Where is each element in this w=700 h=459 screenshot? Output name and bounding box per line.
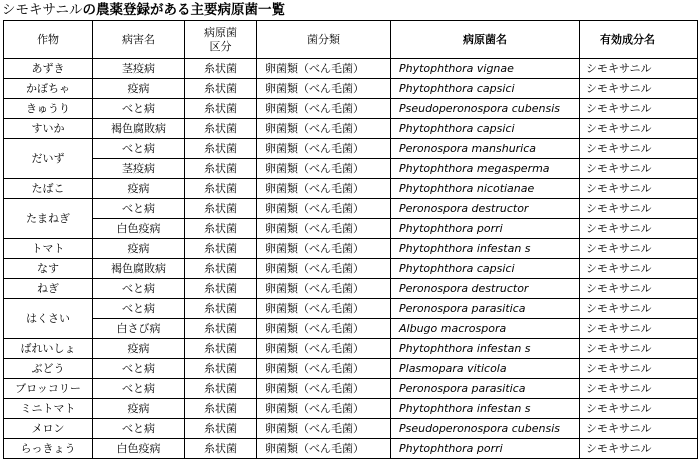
header-ingredient: 有効成分名 (580, 21, 698, 59)
header-pathogen: 病原菌名 (391, 21, 580, 59)
cell-ingredient: シモキサニル (580, 259, 698, 279)
table-row (4, 79, 698, 99)
table-row (4, 319, 698, 339)
cell-pathogen-type: 糸状菌 (185, 339, 257, 359)
cell-disease: べと病 (93, 379, 185, 399)
header-classification: 菌分類 (257, 21, 391, 59)
table-row (4, 419, 698, 439)
cell-classification: 卵菌類（べん毛菌） (257, 119, 391, 139)
cell-disease: 疫病 (93, 179, 185, 199)
cell-ingredient: シモキサニル (580, 159, 698, 179)
cell-crop: かぼちゃ (4, 79, 93, 99)
cell-pathogen-type: 糸状菌 (185, 79, 257, 99)
cell-pathogen-type: 糸状菌 (185, 439, 257, 459)
cell-ingredient: シモキサニル (580, 359, 698, 379)
cell-pathogen-type: 糸状菌 (185, 259, 257, 279)
table-row (4, 299, 698, 319)
cell-classification: 卵菌類（べん毛菌） (257, 179, 391, 199)
table-row (4, 379, 698, 399)
cell-disease: 白色疫病 (93, 219, 185, 239)
cell-pathogen: Peronospora destructor (391, 199, 580, 219)
cell-ingredient: シモキサニル (580, 379, 698, 399)
cell-ingredient: シモキサニル (580, 119, 698, 139)
cell-pathogen: Phytophthora nicotianae (391, 179, 580, 199)
cell-crop: メロン (4, 419, 93, 439)
cell-crop: ぶどう (4, 359, 93, 379)
cell-crop: だいず (4, 139, 93, 179)
cell-pathogen: Albugo macrospora (391, 319, 580, 339)
pathogen-table (3, 20, 698, 459)
cell-classification: 卵菌類（べん毛菌） (257, 59, 391, 79)
cell-pathogen-type: 糸状菌 (185, 399, 257, 419)
cell-pathogen-type: 糸状菌 (185, 219, 257, 239)
cell-ingredient: シモキサニル (580, 239, 698, 259)
cell-classification: 卵菌類（べん毛菌） (257, 79, 391, 99)
cell-ingredient: シモキサニル (580, 219, 698, 239)
cell-classification: 卵菌類（べん毛菌） (257, 339, 391, 359)
cell-pathogen-type: 糸状菌 (185, 279, 257, 299)
table-row (4, 159, 698, 179)
cell-disease: 褐色腐敗病 (93, 259, 185, 279)
cell-classification: 卵菌類（べん毛菌） (257, 319, 391, 339)
title-rest: の農薬登録がある主要病原菌一覧 (82, 2, 285, 18)
cell-crop: ばれいしょ (4, 339, 93, 359)
cell-classification: 卵菌類（べん毛菌） (257, 419, 391, 439)
cell-disease: 疫病 (93, 339, 185, 359)
cell-classification: 卵菌類（べん毛菌） (257, 159, 391, 179)
table-row (4, 179, 698, 199)
cell-ingredient: シモキサニル (580, 299, 698, 319)
cell-pathogen-type: 糸状菌 (185, 299, 257, 319)
cell-disease: べと病 (93, 419, 185, 439)
cell-disease: べと病 (93, 359, 185, 379)
table-row (4, 239, 698, 259)
table-row (4, 439, 698, 459)
cell-pathogen: Plasmopara viticola (391, 359, 580, 379)
cell-ingredient: シモキサニル (580, 419, 698, 439)
cell-crop: たばこ (4, 179, 93, 199)
cell-classification: 卵菌類（べん毛菌） (257, 259, 391, 279)
cell-disease: 疫病 (93, 79, 185, 99)
table-body (4, 59, 698, 459)
cell-ingredient: シモキサニル (580, 279, 698, 299)
cell-pathogen-type: 糸状菌 (185, 239, 257, 259)
table-row (4, 99, 698, 119)
cell-pathogen-type: 糸状菌 (185, 359, 257, 379)
cell-crop: あずき (4, 59, 93, 79)
title-prefix: シモキサニル (2, 2, 83, 18)
cell-pathogen: Phytophthora porri (391, 219, 580, 239)
cell-crop: トマト (4, 239, 93, 259)
cell-ingredient: シモキサニル (580, 319, 698, 339)
cell-classification: 卵菌類（べん毛菌） (257, 439, 391, 459)
table-row (4, 139, 698, 159)
cell-disease: べと病 (93, 299, 185, 319)
header-row (4, 21, 698, 59)
cell-ingredient: シモキサニル (580, 79, 698, 99)
cell-ingredient: シモキサニル (580, 179, 698, 199)
cell-disease: 茎疫病 (93, 159, 185, 179)
cell-disease: 茎疫病 (93, 59, 185, 79)
cell-crop: ブロッコリー (4, 379, 93, 399)
cell-classification: 卵菌類（べん毛菌） (257, 399, 391, 419)
cell-crop: なす (4, 259, 93, 279)
cell-ingredient: シモキサニル (580, 199, 698, 219)
cell-pathogen-type: 糸状菌 (185, 99, 257, 119)
cell-pathogen-type: 糸状菌 (185, 179, 257, 199)
header-pathogen-type (185, 21, 257, 59)
cell-pathogen-type: 糸状菌 (185, 319, 257, 339)
cell-disease: べと病 (93, 199, 185, 219)
cell-pathogen-type: 糸状菌 (185, 59, 257, 79)
header-disease: 病害名 (93, 21, 185, 59)
cell-disease: べと病 (93, 279, 185, 299)
cell-pathogen: Pseudoperonospora cubensis (391, 419, 580, 439)
cell-crop: ミニトマト (4, 399, 93, 419)
cell-disease: 疫病 (93, 239, 185, 259)
cell-ingredient: シモキサニル (580, 399, 698, 419)
table-row (4, 359, 698, 379)
cell-classification: 卵菌類（べん毛菌） (257, 239, 391, 259)
header-pathogen-type-line2: 区分 (209, 39, 232, 53)
cell-disease: 褐色腐敗病 (93, 119, 185, 139)
cell-pathogen: Phytophthora infestan s (391, 339, 580, 359)
cell-pathogen-type: 糸状菌 (185, 139, 257, 159)
cell-pathogen: Peronospora manshurica (391, 139, 580, 159)
cell-pathogen-type: 糸状菌 (185, 419, 257, 439)
table-row (4, 339, 698, 359)
cell-classification: 卵菌類（べん毛菌） (257, 139, 391, 159)
cell-crop: ねぎ (4, 279, 93, 299)
table-row (4, 219, 698, 239)
cell-ingredient: シモキサニル (580, 139, 698, 159)
table-row (4, 199, 698, 219)
cell-crop: はくさい (4, 299, 93, 339)
cell-pathogen-type: 糸状菌 (185, 199, 257, 219)
cell-crop: たまねぎ (4, 199, 93, 239)
cell-classification: 卵菌類（べん毛菌） (257, 279, 391, 299)
cell-pathogen-type: 糸状菌 (185, 379, 257, 399)
cell-classification: 卵菌類（べん毛菌） (257, 379, 391, 399)
cell-disease: 疫病 (93, 399, 185, 419)
cell-pathogen: Peronospora parasitica (391, 379, 580, 399)
cell-pathogen: Phytophthora porri (391, 439, 580, 459)
cell-disease: べと病 (93, 99, 185, 119)
cell-ingredient: シモキサニル (580, 99, 698, 119)
cell-pathogen: Pseudoperonospora cubensis (391, 99, 580, 119)
cell-crop: きゅうり (4, 99, 93, 119)
cell-pathogen: Peronospora destructor (391, 279, 580, 299)
cell-pathogen-type: 糸状菌 (185, 119, 257, 139)
cell-disease: べと病 (93, 139, 185, 159)
cell-classification: 卵菌類（べん毛菌） (257, 299, 391, 319)
header-pathogen-type-line1: 病原菌 (204, 25, 237, 39)
cell-classification: 卵菌類（べん毛菌） (257, 219, 391, 239)
cell-disease: 白色疫病 (93, 439, 185, 459)
cell-ingredient: シモキサニル (580, 439, 698, 459)
cell-pathogen: Phytophthora capsici (391, 119, 580, 139)
cell-crop: らっきょう (4, 439, 93, 459)
page-title (2, 0, 285, 20)
table-row (4, 59, 698, 79)
cell-pathogen: Phytophthora infestan s (391, 399, 580, 419)
cell-classification: 卵菌類（べん毛菌） (257, 359, 391, 379)
cell-pathogen: Phytophthora infestan s (391, 239, 580, 259)
cell-pathogen: Phytophthora capsici (391, 259, 580, 279)
table-row (4, 259, 698, 279)
cell-pathogen: Phytophthora capsici (391, 79, 580, 99)
cell-pathogen: Phytophthora megasperma (391, 159, 580, 179)
cell-classification: 卵菌類（べん毛菌） (257, 199, 391, 219)
cell-classification: 卵菌類（べん毛菌） (257, 99, 391, 119)
cell-crop: すいか (4, 119, 93, 139)
table-row (4, 119, 698, 139)
table-row (4, 279, 698, 299)
header-crop: 作物 (4, 21, 93, 59)
table-row (4, 399, 698, 419)
cell-ingredient: シモキサニル (580, 339, 698, 359)
cell-ingredient: シモキサニル (580, 59, 698, 79)
cell-pathogen: Peronospora parasitica (391, 299, 580, 319)
cell-pathogen: Phytophthora vignae (391, 59, 580, 79)
cell-pathogen-type: 糸状菌 (185, 159, 257, 179)
cell-disease: 白さび病 (93, 319, 185, 339)
